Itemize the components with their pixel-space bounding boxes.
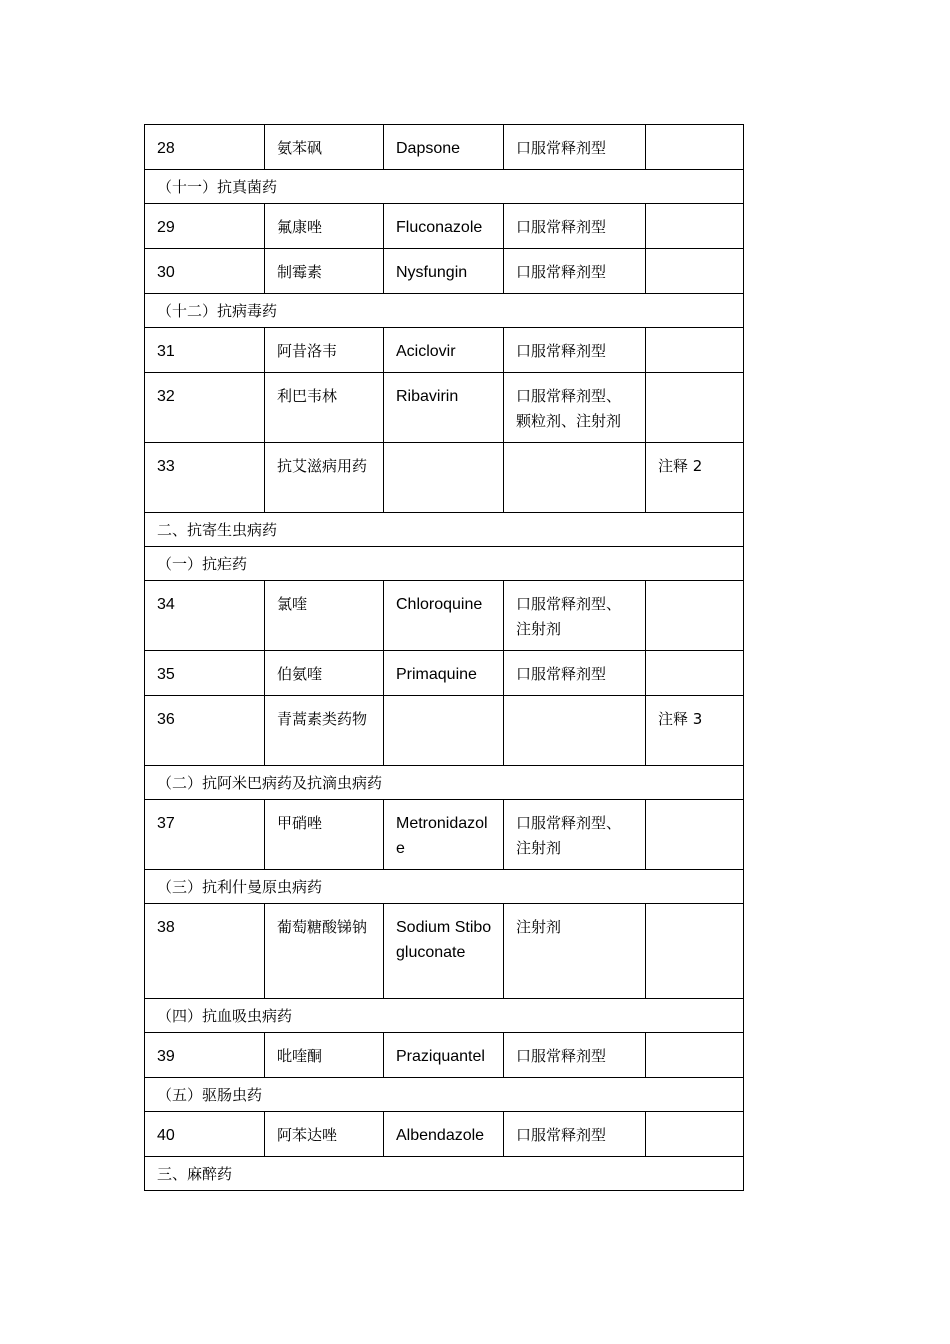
table-row bbox=[145, 1112, 744, 1157]
cell-dosage-form: 口服常释剂型 bbox=[504, 1112, 646, 1157]
section-heading: 三、麻醉药 bbox=[145, 1157, 744, 1191]
cell-dosage-form bbox=[504, 443, 646, 513]
section-heading: 二、抗寄生虫病药 bbox=[145, 513, 744, 547]
cell-number: 32 bbox=[145, 373, 265, 443]
cell-number: 37 bbox=[145, 800, 265, 870]
cell-english-name: Chloroquine bbox=[384, 581, 504, 651]
section-heading: （二）抗阿米巴病药及抗滴虫病药 bbox=[145, 766, 744, 800]
cell-chinese-name: 氨苯砜 bbox=[265, 125, 384, 170]
cell-note bbox=[646, 328, 744, 373]
cell-number: 33 bbox=[145, 443, 265, 513]
cell-number: 36 bbox=[145, 696, 265, 766]
cell-note bbox=[646, 1112, 744, 1157]
cell-chinese-name: 伯氨喹 bbox=[265, 651, 384, 696]
cell-note bbox=[646, 800, 744, 870]
cell-note bbox=[646, 581, 744, 651]
cell-chinese-name: 抗艾滋病用药 bbox=[265, 443, 384, 513]
table-row bbox=[145, 800, 744, 870]
table-row bbox=[145, 696, 744, 766]
cell-number: 40 bbox=[145, 1112, 265, 1157]
cell-chinese-name: 阿昔洛韦 bbox=[265, 328, 384, 373]
drug-list-table bbox=[144, 124, 744, 1191]
cell-chinese-name: 氯喹 bbox=[265, 581, 384, 651]
cell-chinese-name: 利巴韦林 bbox=[265, 373, 384, 443]
cell-dosage-form: 注射剂 bbox=[504, 904, 646, 999]
cell-dosage-form: 口服常释剂型 bbox=[504, 1033, 646, 1078]
section-row bbox=[145, 547, 744, 581]
cell-english-name: Primaquine bbox=[384, 651, 504, 696]
cell-chinese-name: 青蒿素类药物 bbox=[265, 696, 384, 766]
section-heading: （五）驱肠虫药 bbox=[145, 1078, 744, 1112]
cell-english-name: Fluconazole bbox=[384, 204, 504, 249]
cell-number: 35 bbox=[145, 651, 265, 696]
cell-english-name: Dapsone bbox=[384, 125, 504, 170]
table-row bbox=[145, 651, 744, 696]
cell-english-name: Nysfungin bbox=[384, 249, 504, 294]
section-row bbox=[145, 1078, 744, 1112]
cell-dosage-form: 口服常释剂型 bbox=[504, 125, 646, 170]
cell-note bbox=[646, 904, 744, 999]
cell-note bbox=[646, 249, 744, 294]
section-row bbox=[145, 870, 744, 904]
section-heading: （四）抗血吸虫病药 bbox=[145, 999, 744, 1033]
table-row bbox=[145, 581, 744, 651]
table-row bbox=[145, 373, 744, 443]
cell-number: 30 bbox=[145, 249, 265, 294]
section-row bbox=[145, 766, 744, 800]
cell-number: 31 bbox=[145, 328, 265, 373]
cell-note: 注释 3 bbox=[646, 696, 744, 766]
cell-number: 38 bbox=[145, 904, 265, 999]
section-row bbox=[145, 999, 744, 1033]
cell-english-name: Metronidazole bbox=[384, 800, 504, 870]
section-row bbox=[145, 294, 744, 328]
table-row bbox=[145, 249, 744, 294]
cell-english-name bbox=[384, 443, 504, 513]
cell-dosage-form: 口服常释剂型 bbox=[504, 249, 646, 294]
table-row bbox=[145, 904, 744, 999]
table-body bbox=[145, 125, 744, 1191]
cell-chinese-name: 吡喹酮 bbox=[265, 1033, 384, 1078]
section-heading: （一）抗疟药 bbox=[145, 547, 744, 581]
cell-english-name: Albendazole bbox=[384, 1112, 504, 1157]
cell-dosage-form: 口服常释剂型、颗粒剂、注射剂 bbox=[504, 373, 646, 443]
cell-note bbox=[646, 125, 744, 170]
cell-number: 29 bbox=[145, 204, 265, 249]
section-heading: （十二）抗病毒药 bbox=[145, 294, 744, 328]
cell-note bbox=[646, 373, 744, 443]
section-heading: （十一）抗真菌药 bbox=[145, 170, 744, 204]
table-row bbox=[145, 125, 744, 170]
cell-chinese-name: 甲硝唑 bbox=[265, 800, 384, 870]
cell-note: 注释 2 bbox=[646, 443, 744, 513]
cell-english-name: Aciclovir bbox=[384, 328, 504, 373]
cell-english-name bbox=[384, 696, 504, 766]
table-row bbox=[145, 1033, 744, 1078]
cell-dosage-form: 口服常释剂型 bbox=[504, 328, 646, 373]
cell-dosage-form: 口服常释剂型、注射剂 bbox=[504, 581, 646, 651]
cell-dosage-form: 口服常释剂型 bbox=[504, 651, 646, 696]
cell-english-name: Sodium Stibogluconate bbox=[384, 904, 504, 999]
section-heading: （三）抗利什曼原虫病药 bbox=[145, 870, 744, 904]
cell-chinese-name: 氟康唑 bbox=[265, 204, 384, 249]
section-row bbox=[145, 1157, 744, 1191]
cell-note bbox=[646, 651, 744, 696]
table-row bbox=[145, 204, 744, 249]
cell-chinese-name: 阿苯达唑 bbox=[265, 1112, 384, 1157]
section-row bbox=[145, 513, 744, 547]
cell-chinese-name: 制霉素 bbox=[265, 249, 384, 294]
table-row bbox=[145, 443, 744, 513]
cell-number: 34 bbox=[145, 581, 265, 651]
cell-number: 39 bbox=[145, 1033, 265, 1078]
cell-dosage-form: 口服常释剂型、注射剂 bbox=[504, 800, 646, 870]
section-row bbox=[145, 170, 744, 204]
cell-note bbox=[646, 204, 744, 249]
cell-note bbox=[646, 1033, 744, 1078]
cell-chinese-name: 葡萄糖酸锑钠 bbox=[265, 904, 384, 999]
cell-english-name: Praziquantel bbox=[384, 1033, 504, 1078]
cell-english-name: Ribavirin bbox=[384, 373, 504, 443]
cell-number: 28 bbox=[145, 125, 265, 170]
table-row bbox=[145, 328, 744, 373]
cell-dosage-form: 口服常释剂型 bbox=[504, 204, 646, 249]
cell-dosage-form bbox=[504, 696, 646, 766]
